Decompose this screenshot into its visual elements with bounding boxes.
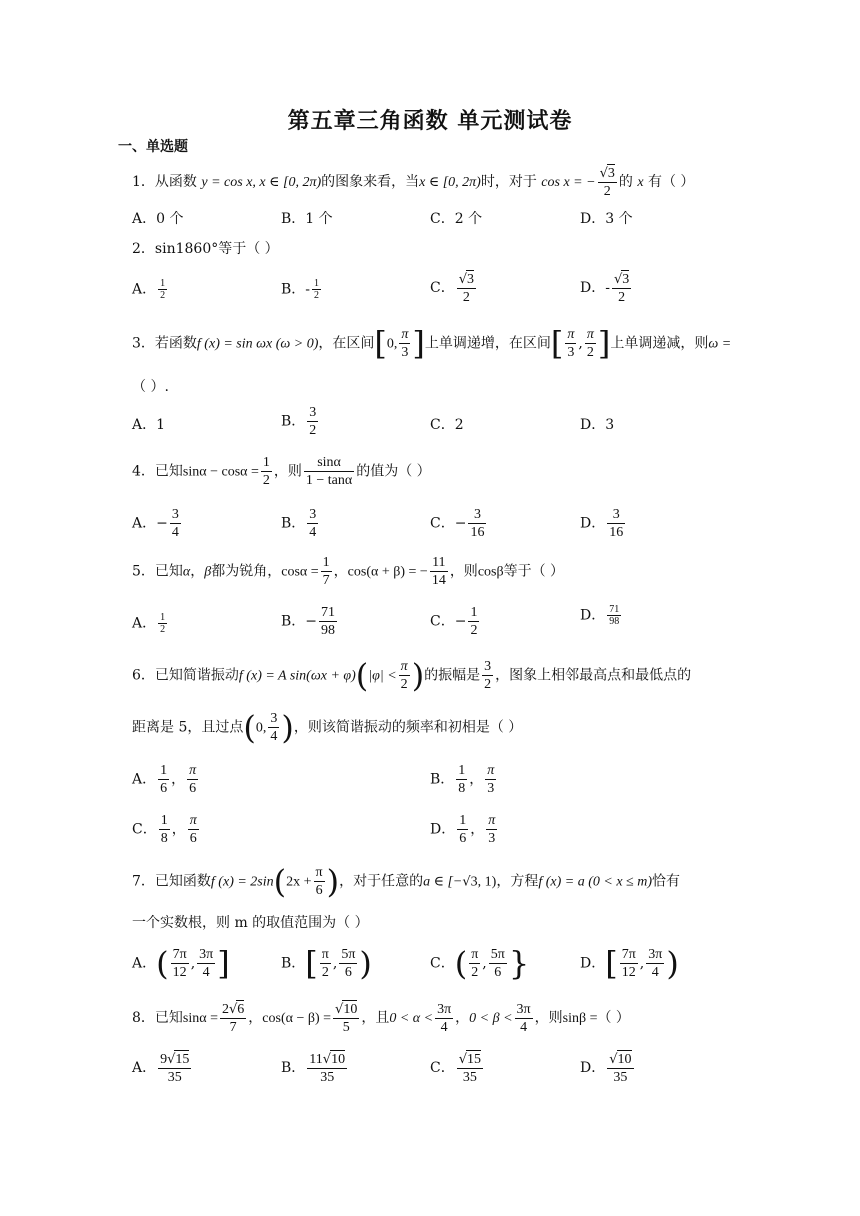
q5-beta: β — [204, 564, 212, 580]
q4-a-label: A． — [132, 515, 157, 532]
q2-number: 2． — [132, 241, 155, 257]
q5-f2-den: 14 — [431, 573, 446, 588]
q6-d-frac-1 — [457, 812, 468, 847]
question-7: 7．已知函数f (x) = 2sin(2x + $\frac{\pi}{6}$ )，对于任意的a ∈ [−√3, 1)，方程f (x) = a (0 < x ≤ m)恰有 — [132, 862, 680, 901]
q5-cos-alpha: cosα = — [281, 564, 319, 580]
q4-option-c — [430, 506, 488, 541]
q8-option-a — [132, 1050, 193, 1086]
q8-text-2: ， — [248, 1010, 263, 1026]
question-1 — [132, 164, 694, 200]
q2-option-d — [580, 270, 633, 306]
question-3: 3．若函数f (x) = sin ωx (ω > 0)，在区间[0, $\frac{\pi}{3}$ ]上单调递增，在区间[ $\frac{\pi}{3}$ , $\frac{\pi}{2}$ ]上单调递减，则ω = — [132, 324, 732, 363]
q6-option-b — [430, 762, 498, 797]
q6-d-num2: π — [488, 813, 496, 828]
q6-d-den2: 3 — [488, 831, 496, 846]
q8-b-label: B． — [281, 1060, 306, 1076]
q6-text-3: ，图象上相邻最高点和最低点的 — [495, 667, 692, 684]
q7-b-label: B． — [281, 955, 306, 972]
q6-d-num1: 1 — [459, 813, 467, 828]
q7-c-den1: 2 — [471, 965, 479, 980]
q1-condition: x ∈ [0, 2π) — [419, 175, 481, 190]
q4-half-den: 2 — [262, 473, 270, 488]
q7-b-comma: , — [332, 955, 338, 972]
q1-function: y = cos x, x ∈ [0, 2π) — [201, 175, 322, 190]
q7-option-a: A．( $\frac{7\pi}{12}$ , $\frac{3\pi}{4}$ ] — [132, 944, 230, 983]
q2-d-num: 3 — [622, 272, 630, 287]
q4-c-sign: − — [454, 515, 467, 532]
q7-d-label: D． — [580, 955, 606, 972]
q6-a-label: A． — [132, 771, 157, 788]
q6-b-den1: 8 — [458, 781, 466, 796]
q7-equation: f (x) = a (0 < x ≤ m) — [538, 874, 652, 890]
q5-text-6: 等于（ ） — [503, 563, 565, 580]
q7-d-frac-2 — [646, 946, 664, 981]
q6-option-d — [430, 812, 499, 847]
q6-pi-den: 2 — [400, 677, 408, 692]
q6-a-den1: 6 — [160, 781, 168, 796]
q8-option-b — [281, 1050, 349, 1086]
q5-a-frac — [158, 612, 167, 635]
q2-a-label: A． — [132, 281, 157, 298]
q8-number: 8． — [132, 1010, 155, 1026]
q1-frac-num: 3 — [607, 166, 615, 181]
q6-c-num2: π — [189, 813, 197, 828]
q2-option-a — [132, 278, 169, 301]
q6-condition: |φ| < — [368, 668, 397, 684]
q8-sin-alpha: sinα = — [182, 1011, 218, 1026]
q7-a-range: a ∈ [− — [423, 874, 463, 890]
q3-f3-den: 2 — [586, 345, 594, 360]
q5-a-label: A． — [132, 615, 157, 632]
q4-d-num: 3 — [607, 506, 625, 524]
q7-c-den2: 6 — [494, 965, 502, 980]
q7-text: 已知函数 — [154, 873, 211, 890]
q8-a-coef: 9 — [160, 1052, 168, 1067]
q6-b-num1: 1 — [458, 763, 466, 778]
q7-c-label: C． — [430, 955, 455, 972]
q4-frac-expr — [304, 454, 354, 489]
q5-c-sign: − — [454, 613, 467, 630]
q8-d-den: 35 — [613, 1070, 628, 1085]
q7-option-b: B．[ $\frac{\pi}{2}$ , $\frac{5\pi}{6}$ ) — [281, 944, 372, 983]
q4-expr-den: 1 − tanα — [305, 473, 353, 488]
q5-a-num: 1 — [160, 612, 166, 623]
q2-d-frac: $\frac{√3}{2}$ — [613, 272, 630, 305]
q6-b-label: B． — [430, 771, 455, 788]
q6-frac-amp — [482, 658, 493, 693]
q5-cos-sum: cos(α + β) = − — [347, 564, 428, 580]
q4-half-num: 1 — [262, 455, 270, 470]
q5-text-2: ， — [190, 563, 205, 580]
question-4 — [132, 454, 431, 489]
q4-c-num: 3 — [468, 506, 486, 524]
q7-option-d: D．[ $\frac{7\pi}{12}$ , $\frac{3\pi}{4}$ ) — [580, 944, 679, 983]
q2-a-frac — [158, 278, 167, 301]
q2-a-den: 2 — [160, 290, 166, 301]
q5-d-den: 98 — [609, 616, 620, 627]
q8-r1-num: 3π — [437, 1001, 452, 1017]
q6-option-a — [132, 762, 200, 797]
q5-text-3: 都为锐角， — [211, 563, 282, 580]
q8-sin-coef: 2 — [222, 1002, 229, 1017]
q5-text: 已知 — [154, 563, 183, 580]
q6-b-comma: ， — [469, 771, 484, 788]
q7-text-4: 恰有 — [651, 873, 680, 890]
q5-c-label: C． — [430, 613, 455, 630]
q5-b-sign: − — [305, 613, 318, 630]
q5-text-4: ， — [333, 563, 348, 580]
q1-text-3: 时，对于 — [480, 174, 537, 190]
q8-a-den: 35 — [167, 1070, 182, 1085]
q6-d-den1: 6 — [459, 831, 467, 846]
q8-text-6: （ ） — [597, 1010, 630, 1026]
q5-a-den: 2 — [160, 624, 166, 635]
q6-b-frac-2 — [485, 762, 496, 797]
q8-sin-beta: sinβ = — [562, 1011, 598, 1026]
q6-b-num2: π — [487, 763, 495, 778]
q5-option-a — [132, 612, 169, 635]
q7-c-num2: 5π — [490, 947, 505, 962]
q5-c-frac — [468, 604, 479, 639]
q8-b-rad: 10 — [331, 1052, 346, 1067]
q4-b-num: 3 — [309, 507, 317, 522]
q2-option-b — [281, 278, 323, 301]
q5-option-b — [281, 604, 339, 639]
q3-b-frac — [307, 404, 318, 439]
q3-text: 3．若函数 — [132, 335, 197, 352]
q8-r2-den: 4 — [520, 1019, 528, 1035]
q5-f1-num: 1 — [322, 555, 330, 570]
q4-frac-half — [261, 454, 272, 489]
q3-frac-2 — [565, 326, 576, 361]
q5-c-num: 1 — [470, 605, 478, 620]
q2-option-c — [430, 270, 478, 306]
q1-equation: cos x = − — [541, 175, 596, 190]
q4-a-frac — [170, 506, 181, 541]
q3-option-b — [281, 404, 320, 439]
q7-d-num1: 7π — [621, 947, 636, 962]
q8-option-c — [430, 1050, 485, 1086]
q2-a-num: 1 — [160, 278, 166, 289]
q5-cos-beta: cosβ — [477, 564, 504, 580]
q8-b-den: 35 — [320, 1070, 335, 1085]
q4-equation: sinα − cosα = — [182, 464, 259, 480]
question-6: 6．已知简谐振动f (x) = A sin(ωx + φ)(|φ| < $\frac{\pi}{2}$ )的振幅是 $\frac{3}{2}$ ，图象上相邻最高点和最低点的 — [132, 656, 692, 695]
q7-arg: 2x + — [286, 874, 312, 890]
q6-text-4: 距离是 5，且过点 — [132, 719, 244, 736]
q6-amp-den: 2 — [484, 677, 492, 692]
q8-a-rad: 15 — [175, 1052, 190, 1067]
q8-text-3: ，且 — [361, 1010, 390, 1026]
q5-d-frac — [607, 604, 621, 627]
q2-d-label: D．- — [580, 280, 610, 296]
q3-b-den: 2 — [309, 423, 317, 438]
q4-d-frac — [607, 506, 625, 541]
q7-text-3: ，方程 — [496, 873, 539, 890]
q1-option-c: C．2 个 — [430, 211, 483, 227]
q6-c-comma: ， — [171, 821, 186, 838]
question-5 — [132, 554, 564, 589]
q3-omega: ω = — [708, 336, 732, 352]
q7-arg-num: π — [315, 865, 323, 880]
q1-option-b: B．1 个 — [281, 211, 333, 227]
q4-option-a — [132, 506, 183, 541]
q8-cos-den: 5 — [342, 1020, 350, 1035]
q1-text: 从函数 — [154, 174, 197, 190]
q4-a-sign: − — [156, 515, 168, 532]
q7-number: 7． — [132, 873, 155, 890]
q8-frac-r1 — [435, 1001, 453, 1036]
q5-alpha: α — [182, 564, 191, 580]
q8-a-frac: $\frac{9√15}{35}$ — [160, 1052, 190, 1085]
q4-c-den: 16 — [470, 525, 485, 540]
q8-d-frac: $\frac{√10}{35}$ — [609, 1052, 632, 1085]
q6-option-c — [132, 812, 201, 847]
q2-c-label: C． — [430, 280, 455, 296]
q3-f1-num: π — [401, 327, 409, 342]
q5-b-den: 98 — [321, 623, 336, 638]
q3-f2-den: 3 — [567, 345, 575, 360]
q8-sin-den: 7 — [229, 1020, 237, 1035]
q7-c-frac-1 — [469, 946, 480, 981]
q7-a-comma: , — [190, 955, 196, 972]
q6-a-den2: 6 — [189, 781, 197, 796]
q4-b-den: 4 — [309, 525, 317, 540]
q4-text-2: ，则 — [273, 463, 302, 480]
q3-text-3: 上单调递增，在区间 — [424, 335, 551, 352]
q1-x: x — [637, 175, 644, 190]
q6-point: 0, — [255, 720, 267, 736]
q8-d-label: D． — [580, 1060, 606, 1076]
q6-pt-den: 4 — [270, 729, 278, 744]
q7-a-frac-2 — [197, 946, 215, 981]
q5-option-c — [430, 604, 481, 639]
q3-f3-num: π — [586, 327, 594, 342]
q4-c-frac — [468, 506, 486, 541]
q3-option-d: D．3 — [580, 417, 615, 433]
q4-d-den: 16 — [609, 525, 624, 540]
q4-b-frac — [307, 506, 318, 541]
q6-d-comma: ， — [470, 821, 485, 838]
q4-number: 4． — [132, 463, 155, 480]
q4-a-num: 3 — [171, 507, 179, 522]
q7-a-frac-1 — [171, 946, 189, 981]
q3-option-c: C．2 — [430, 417, 464, 433]
q7-b-frac-2 — [339, 946, 357, 981]
q6-a-num1: 1 — [160, 763, 168, 778]
q3-f1-den: 3 — [401, 345, 409, 360]
q5-f2-num: 11 — [430, 554, 448, 572]
q8-r1-den: 4 — [440, 1019, 448, 1035]
q4-c-label: C． — [430, 515, 455, 532]
q6-d-label: D． — [430, 821, 456, 838]
question-8 — [132, 1000, 630, 1036]
q7-d-num2: 3π — [648, 947, 663, 962]
q1-option-a: A．0 个 — [132, 211, 184, 227]
q7-arg-den: 6 — [315, 883, 323, 898]
q7-b-num2: 5π — [341, 947, 356, 962]
q6-c-den2: 6 — [189, 831, 197, 846]
q1-fraction: $\frac{√3}{2}$ — [599, 166, 615, 199]
q5-d-label: D． — [580, 607, 606, 624]
q2-c-den: 2 — [462, 290, 470, 305]
q5-option-d — [580, 604, 623, 627]
q3-function: f (x) = sin ωx (ω > 0) — [196, 336, 319, 352]
q7-a-num1: 7π — [172, 947, 187, 962]
q7-b-frac-1 — [320, 946, 331, 981]
q8-a-label: A． — [132, 1060, 157, 1076]
q4-d-label: D． — [580, 515, 606, 532]
q2-c-num: 3 — [467, 272, 475, 287]
q6-frac-pi — [399, 658, 410, 693]
q7-c-comma: , — [482, 955, 487, 972]
q5-b-frac — [319, 604, 337, 639]
q8-text: 已知 — [154, 1010, 183, 1026]
q6-b-den2: 3 — [487, 781, 495, 796]
q8-sin-rad: 6 — [237, 1002, 245, 1017]
q6-frac-pt — [268, 710, 279, 745]
q8-b-coef: 11 — [309, 1052, 323, 1067]
q6-pi-num: π — [400, 659, 408, 674]
section-heading: 一、单选题 — [118, 139, 188, 155]
q7-d-den1: 12 — [621, 965, 636, 980]
q8-text-4: ， — [455, 1010, 470, 1026]
q2-text: sin1860°等于（ ） — [154, 241, 279, 257]
q7-c-frac-2 — [489, 946, 507, 981]
q8-c-label: C． — [430, 1060, 455, 1076]
q1-text-4: 的 — [618, 174, 633, 190]
q1-option-d: D．3 个 — [580, 211, 633, 227]
q5-b-num: 71 — [321, 605, 336, 620]
q6-d-frac-2 — [486, 812, 497, 847]
q8-b-frac: $\frac{11√10}{35}$ — [309, 1052, 346, 1085]
q6-c-num1: 1 — [160, 813, 168, 828]
q8-d-rad: 10 — [617, 1052, 632, 1067]
q8-range-beta: 0 < β < — [469, 1011, 513, 1026]
q7-a-den1: 12 — [172, 965, 187, 980]
q6-text-2: 的振幅是 — [424, 667, 481, 684]
q8-cos-diff: cos(α − β) = — [262, 1011, 332, 1026]
q7-b-num1: π — [321, 947, 329, 962]
q7-a-den2: 4 — [202, 965, 210, 980]
q8-c-frac: $\frac{√15}{35}$ — [458, 1052, 482, 1085]
q8-r2-num: 3π — [516, 1001, 531, 1017]
q7-option-c: C．( $\frac{\pi}{2}$ , $\frac{5\pi}{6}$ } — [430, 944, 530, 983]
q8-cos-rad: 10 — [343, 1002, 358, 1017]
q3-option-a: A．1 — [132, 417, 166, 433]
q8-frac-cos: $\frac{√10}{5}$ — [335, 1002, 358, 1035]
q7-b-den1: 2 — [321, 965, 329, 980]
q6-pt-num: 3 — [270, 711, 278, 726]
q5-frac-1 — [321, 554, 332, 589]
q5-text-5: ，则 — [449, 563, 478, 580]
q7-a-num2: 3π — [199, 947, 214, 962]
q6-a-comma: ， — [171, 771, 186, 788]
q6-c-frac-1 — [159, 812, 170, 847]
q8-c-rad: 15 — [467, 1052, 482, 1067]
q4-option-d — [580, 506, 627, 541]
q6-a-frac-1 — [158, 762, 169, 797]
q4-text: 已知 — [154, 463, 183, 480]
q4-option-b — [281, 506, 320, 541]
question-6-cont: 距离是 5，且过点(0, $\frac{3}{4}$ )，则该简谐振动的频率和初相是（ ） — [132, 708, 523, 747]
q6-amp-num: 3 — [484, 659, 492, 674]
q4-b-label: B． — [281, 515, 306, 532]
q7-frac-arg — [314, 864, 325, 899]
q2-b-num: 1 — [314, 278, 320, 289]
q7-a-label: A． — [132, 955, 157, 972]
q3-text-2: ，在区间 — [318, 335, 375, 352]
q2-b-den: 2 — [314, 290, 320, 301]
q8-range-alpha: 0 < α < — [389, 1011, 434, 1026]
q1-text-5: 有（ ） — [647, 174, 695, 190]
q7-b-den2: 6 — [344, 965, 352, 980]
q1-text-2: 的图象来看，当 — [321, 174, 420, 190]
q8-frac-sin: $\frac{2√6}{7}$ — [222, 1002, 245, 1035]
q1-number: 1． — [132, 174, 155, 190]
q7-d-comma: , — [639, 955, 645, 972]
q7-d-frac-1 — [620, 946, 638, 981]
q2-b-label: B．- — [281, 281, 311, 298]
q6-b-frac-1 — [456, 762, 467, 797]
q6-text: 已知简谐振动 — [154, 667, 239, 684]
q3-f2-num: π — [567, 327, 575, 342]
q8-frac-r2 — [515, 1001, 533, 1036]
q4-text-3: 的值为（ ） — [356, 463, 431, 480]
q4-a-den: 4 — [171, 525, 179, 540]
q3-b-label: B． — [281, 413, 306, 430]
q6-number: 6． — [132, 667, 155, 684]
q6-c-den1: 8 — [160, 831, 168, 846]
q5-number: 5． — [132, 563, 155, 580]
q3-interval-start: 0, — [386, 336, 398, 352]
q3-text-4: 上单调递减，则 — [610, 335, 709, 352]
question-7-cont: 一个实数根，则 m 的取值范围为（ ） — [132, 915, 369, 931]
q3-frac-3 — [585, 326, 596, 361]
question-3-cont: （ ）. — [132, 379, 169, 395]
q2-d-den: 2 — [618, 290, 626, 305]
q4-expr-num: sinα — [304, 454, 354, 472]
q2-c-frac: $\frac{√3}{2}$ — [458, 272, 475, 305]
q8-c-den: 35 — [462, 1070, 477, 1085]
q7-text-2: ，对于任意的 — [339, 873, 424, 890]
q6-c-label: C． — [132, 821, 157, 838]
q3-frac-1 — [399, 326, 410, 361]
q8-option-d — [580, 1050, 636, 1086]
q7-d-den2: 4 — [651, 965, 659, 980]
q5-c-den: 2 — [470, 623, 478, 638]
q6-text-5: ，则该简谐振动的频率和初相是（ ） — [293, 719, 523, 736]
q3-b-num: 3 — [309, 405, 317, 420]
q6-a-num2: π — [189, 763, 197, 778]
q6-c-frac-2 — [188, 812, 199, 847]
q6-function: f (x) = A sin(ωx + φ) — [238, 668, 356, 684]
q7-a-range-end: 3, 1) — [470, 874, 497, 890]
question-2 — [132, 238, 279, 258]
q1-frac-den: 2 — [603, 184, 611, 199]
q7-c-num1: π — [471, 947, 479, 962]
q2-b-frac — [312, 278, 321, 301]
q5-d-num: 71 — [609, 604, 620, 615]
q8-text-5: ，则 — [534, 1010, 563, 1026]
q7-function: f (x) = 2sin — [210, 874, 274, 890]
q5-b-label: B． — [281, 613, 306, 630]
q6-a-frac-2 — [187, 762, 198, 797]
q5-f1-den: 7 — [322, 573, 330, 588]
page-title: 第五章三角函数 单元测试卷 — [287, 108, 573, 134]
q5-frac-2 — [430, 554, 448, 589]
